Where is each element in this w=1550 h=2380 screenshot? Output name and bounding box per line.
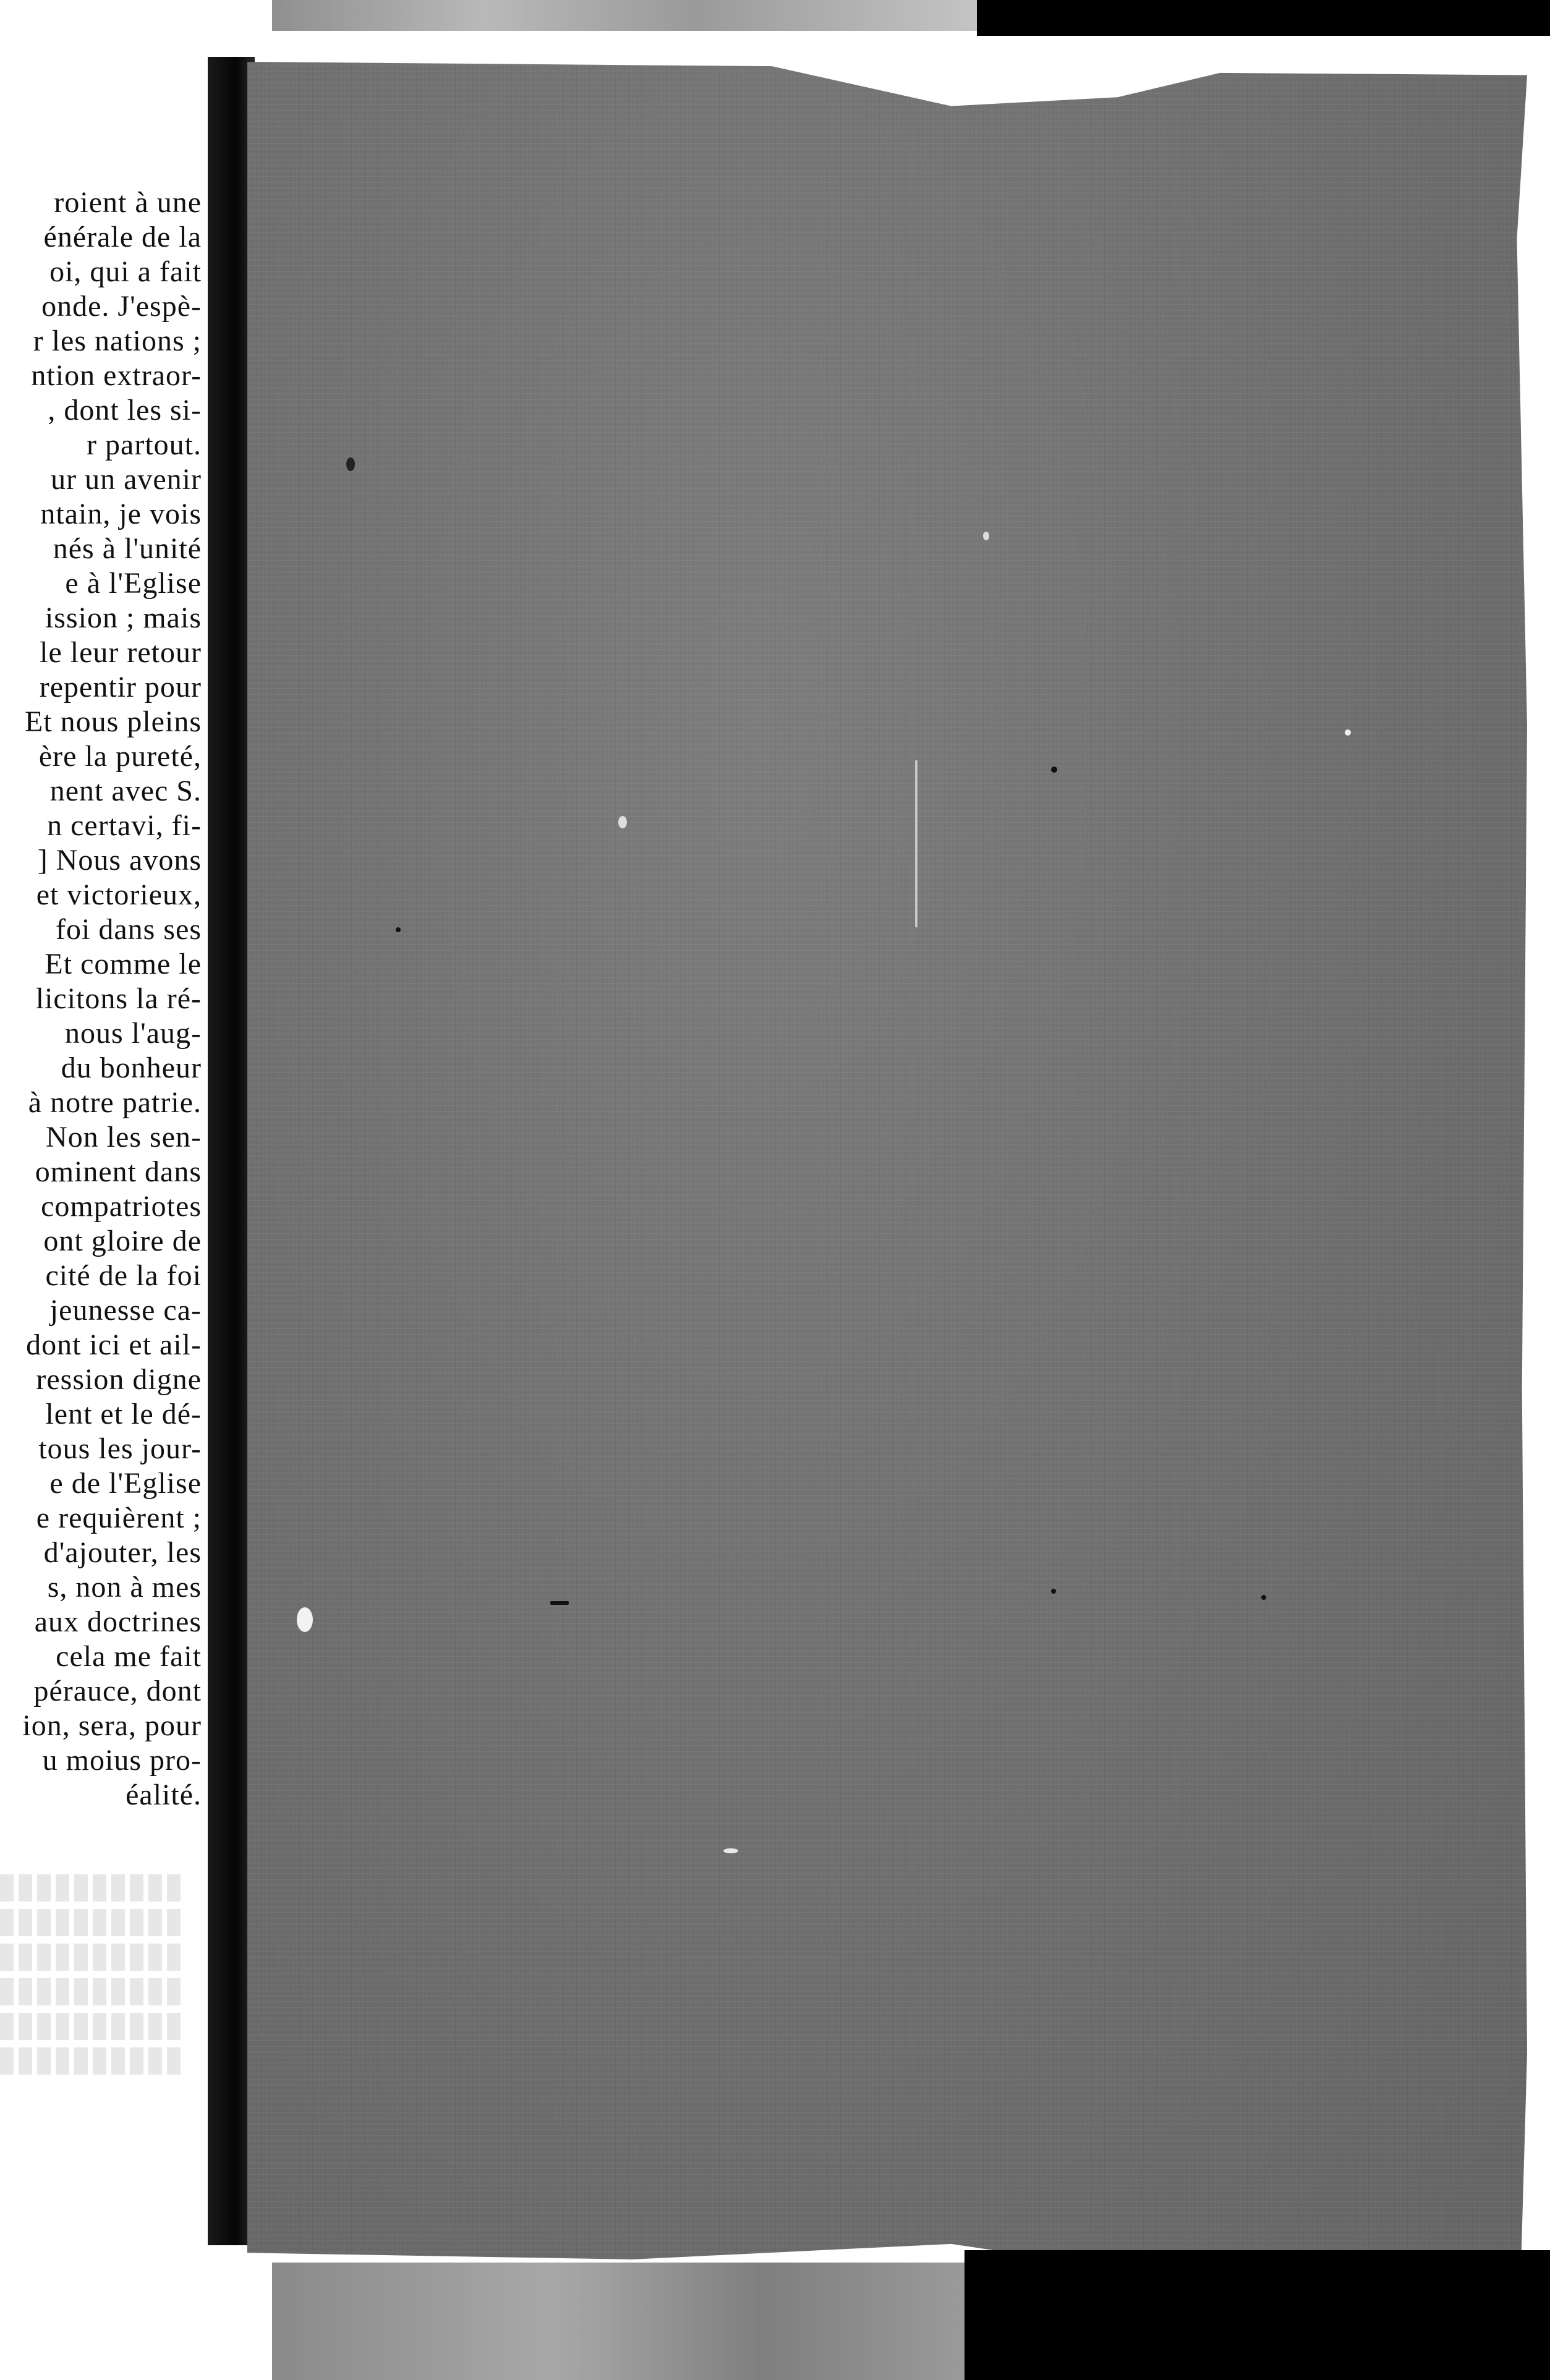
text-line: ission ; mais [45,601,202,634]
text-line: e à l'Eglise [65,567,202,600]
text-line: jeunesse ca- [49,1294,202,1327]
text-line: r partout. [87,428,202,461]
text-line: dont ici et ail- [26,1328,202,1361]
text-line: repentir pour [39,671,202,703]
text-line: aux doctrines [34,1605,202,1638]
column-text-lines [0,185,202,1813]
text-line: onde. J'espè- [41,290,202,323]
text-line: u moius pro- [42,1744,202,1777]
text-line: licitons la ré- [35,982,202,1015]
text-line: cela me fait [56,1640,202,1673]
text-line: , dont les si- [48,394,202,427]
paper-speck [396,927,401,932]
paper-speck [1051,767,1057,773]
text-line: roient à une [54,186,202,219]
faded-line [0,2047,183,2075]
text-line: oi, qui a fait [49,255,202,288]
text-line: le leur retour [40,636,202,669]
text-line: ion, sera, pour [22,1709,202,1742]
paper-speck [1345,729,1351,736]
scan-border-top [977,0,1550,36]
text-line: foi dans ses [56,913,202,946]
previous-page-strip [272,0,977,31]
text-line: énérale de la [43,221,202,253]
text-line: Et nous pleins [25,705,202,738]
text-line: à notre patrie. [28,1086,202,1119]
faded-line [0,1944,183,1971]
text-line: ont gloire de [43,1225,202,1257]
text-line: ntion extraor- [31,359,202,392]
text-line: s, non à mes [47,1571,202,1604]
text-line: ression digne [36,1363,202,1396]
paper-speck [723,1848,738,1853]
text-line: ntain, je vois [40,498,202,530]
text-line: tous les jour- [38,1432,202,1465]
text-line: ominent dans [35,1155,202,1188]
text-line: d'ajouter, les [43,1536,202,1569]
faded-line [0,1978,183,2005]
text-line: ] Nous avons [37,844,202,877]
text-line: lent et le dé- [45,1398,202,1430]
text-line: et victorieux, [36,878,202,911]
paper-speck [1051,1589,1056,1594]
paper-speck [618,816,627,828]
faded-bleed-through-text [0,1867,208,2114]
text-line: compatriotes [41,1190,202,1223]
text-line: e de l'Eglise [49,1467,202,1500]
text-line: n certavi, fi- [47,809,202,842]
text-line: e requièrent ; [36,1502,202,1534]
blank-grey-verso-sheet [247,62,1527,2275]
paper-speck [915,760,918,927]
text-line: éalité. [126,1779,202,1811]
text-line: Non les sen- [46,1121,202,1154]
text-line: r les nations ; [33,325,202,357]
text-line: nent avec S. [49,775,202,807]
next-page-strip [272,2263,977,2380]
faded-line [0,1909,183,1936]
newspaper-text-column [0,185,208,1855]
text-line: Et comme le [45,948,202,980]
text-line: ur un avenir [51,463,202,496]
text-line: du bonheur [61,1052,202,1084]
scan-border-bottom [964,2250,1550,2380]
text-line: cité de la foi [45,1259,202,1292]
paper-speck [346,457,355,471]
faded-line [0,2013,183,2040]
paper-speck [550,1601,569,1605]
text-line: nous l'aug- [65,1017,202,1050]
text-line: nés à l'unité [53,532,202,565]
paper-speck [983,532,989,540]
paper-speck [297,1607,313,1632]
text-line: ère la pureté, [38,740,202,773]
paper-speck [1261,1595,1266,1600]
faded-line [0,1874,183,1902]
text-line: péraucе, dont [33,1675,202,1707]
